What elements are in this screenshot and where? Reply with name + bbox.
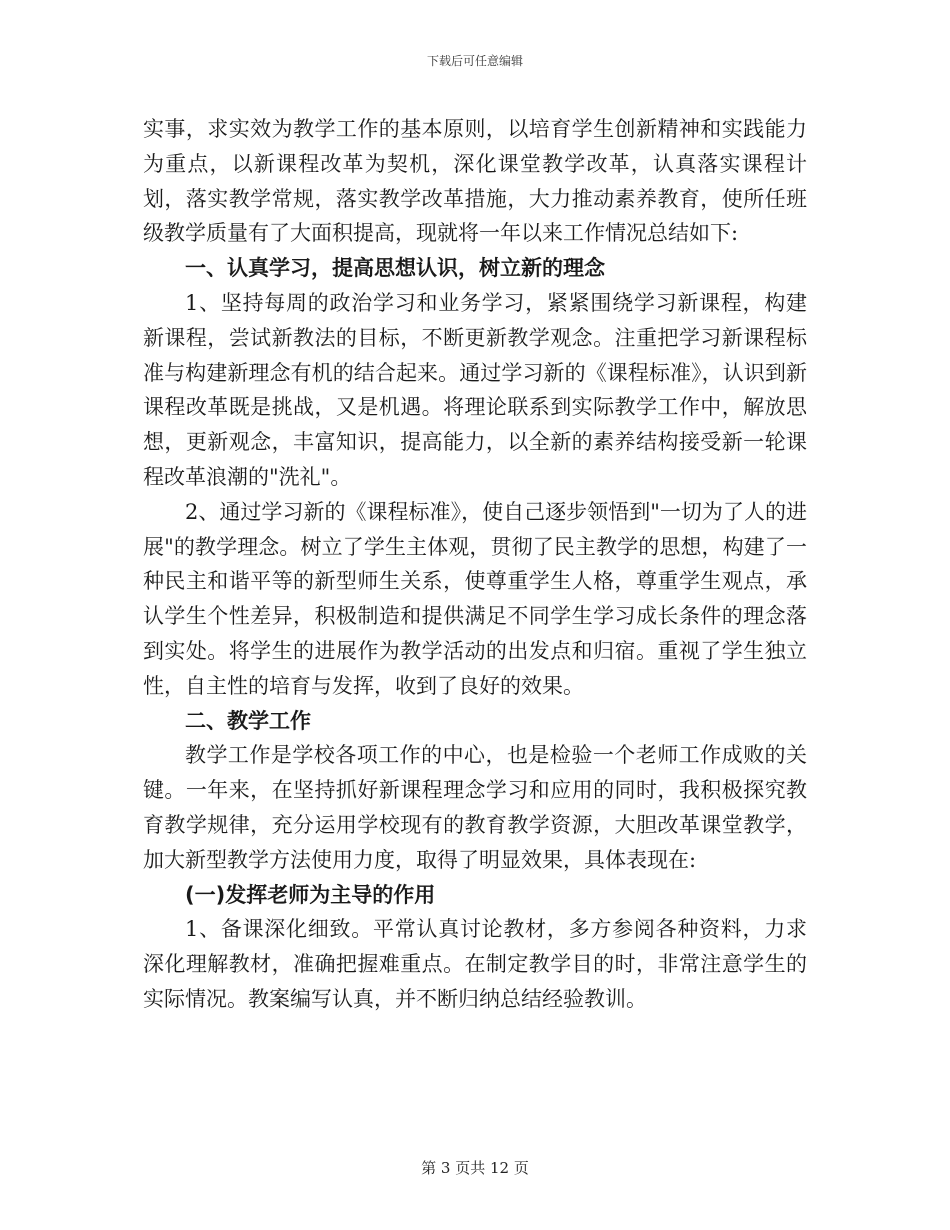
subsection-heading-1: (一)发挥老师为主导的作用: [185, 882, 436, 907]
paragraph-lesson-prep: 1、备课深化细致。平常认真讨论教材，多方参阅各种资料，力求深化理解教材，准确把握难重点。在制定教学目的时，非常注意学生的实际情况。教案编写认真，并不断归纳总结经验教训。: [143, 917, 807, 1011]
paragraph-study-1: 1、坚持每周的政治学习和业务学习，紧紧围绕学习新课程，构建新课程，尝试新教法的目标，不断更新教学观念。注重把学习新课程标准与构建新理念有机的结合起来。通过学习新的《课程标准》，认识到新课程改革既是挑战，又是机遇。将理论联系到实际教学工作中，解放思想，更新观念，丰富知识，提高能力，以全新的素养结构接受新一轮课程改革浪潮的"洗礼"。: [143, 290, 807, 489]
document-body: [143, 112, 807, 1017]
page-number: 第 3 页共 12 页: [421, 1159, 529, 1177]
paragraph-intro: 实事，求实效为教学工作的基本原则，以培育学生创新精神和实践能力为重点，以新课程改革为契机，深化课堂教学改革，认真落实课程计划，落实教学常规，落实教学改革措施，大力推动素养教育，使所任班级教学质量有了大面积提高，现就将一年以来工作情况总结如下:: [143, 117, 807, 246]
section-heading-2: 二、教学工作: [185, 708, 311, 733]
paragraph-study-2: 2、通过学习新的《课程标准》，使自己逐步领悟到"一切为了人的进展"的教学理念。树立了学生主体观，贯彻了民主教学的思想，构建了一种民主和谐平等的新型师生关系，使尊重学生人格，尊重学生观点，承认学生个性差异，积极制造和提供满足不同学生学习成长条件的理念落到实处。将学生的进展作为教学活动的出发点和归宿。重视了学生独立性，自主性的培育与发挥，收到了良好的效果。: [143, 499, 807, 698]
section-heading-1: 一、认真学习，提高思想认识，树立新的理念: [185, 256, 605, 281]
paragraph-teaching: 教学工作是学校各项工作的中心，也是检验一个老师工作成败的关键。一年来，在坚持抓好新课程理念学习和应用的同时，我积极探究教育教学规律，充分运用学校现有的教育教学资源，大胆改革课堂教学，加大新型教学方法使用力度，取得了明显效果，具体表现在:: [143, 743, 807, 872]
page-header: 下载后可任意编辑: [426, 54, 523, 68]
